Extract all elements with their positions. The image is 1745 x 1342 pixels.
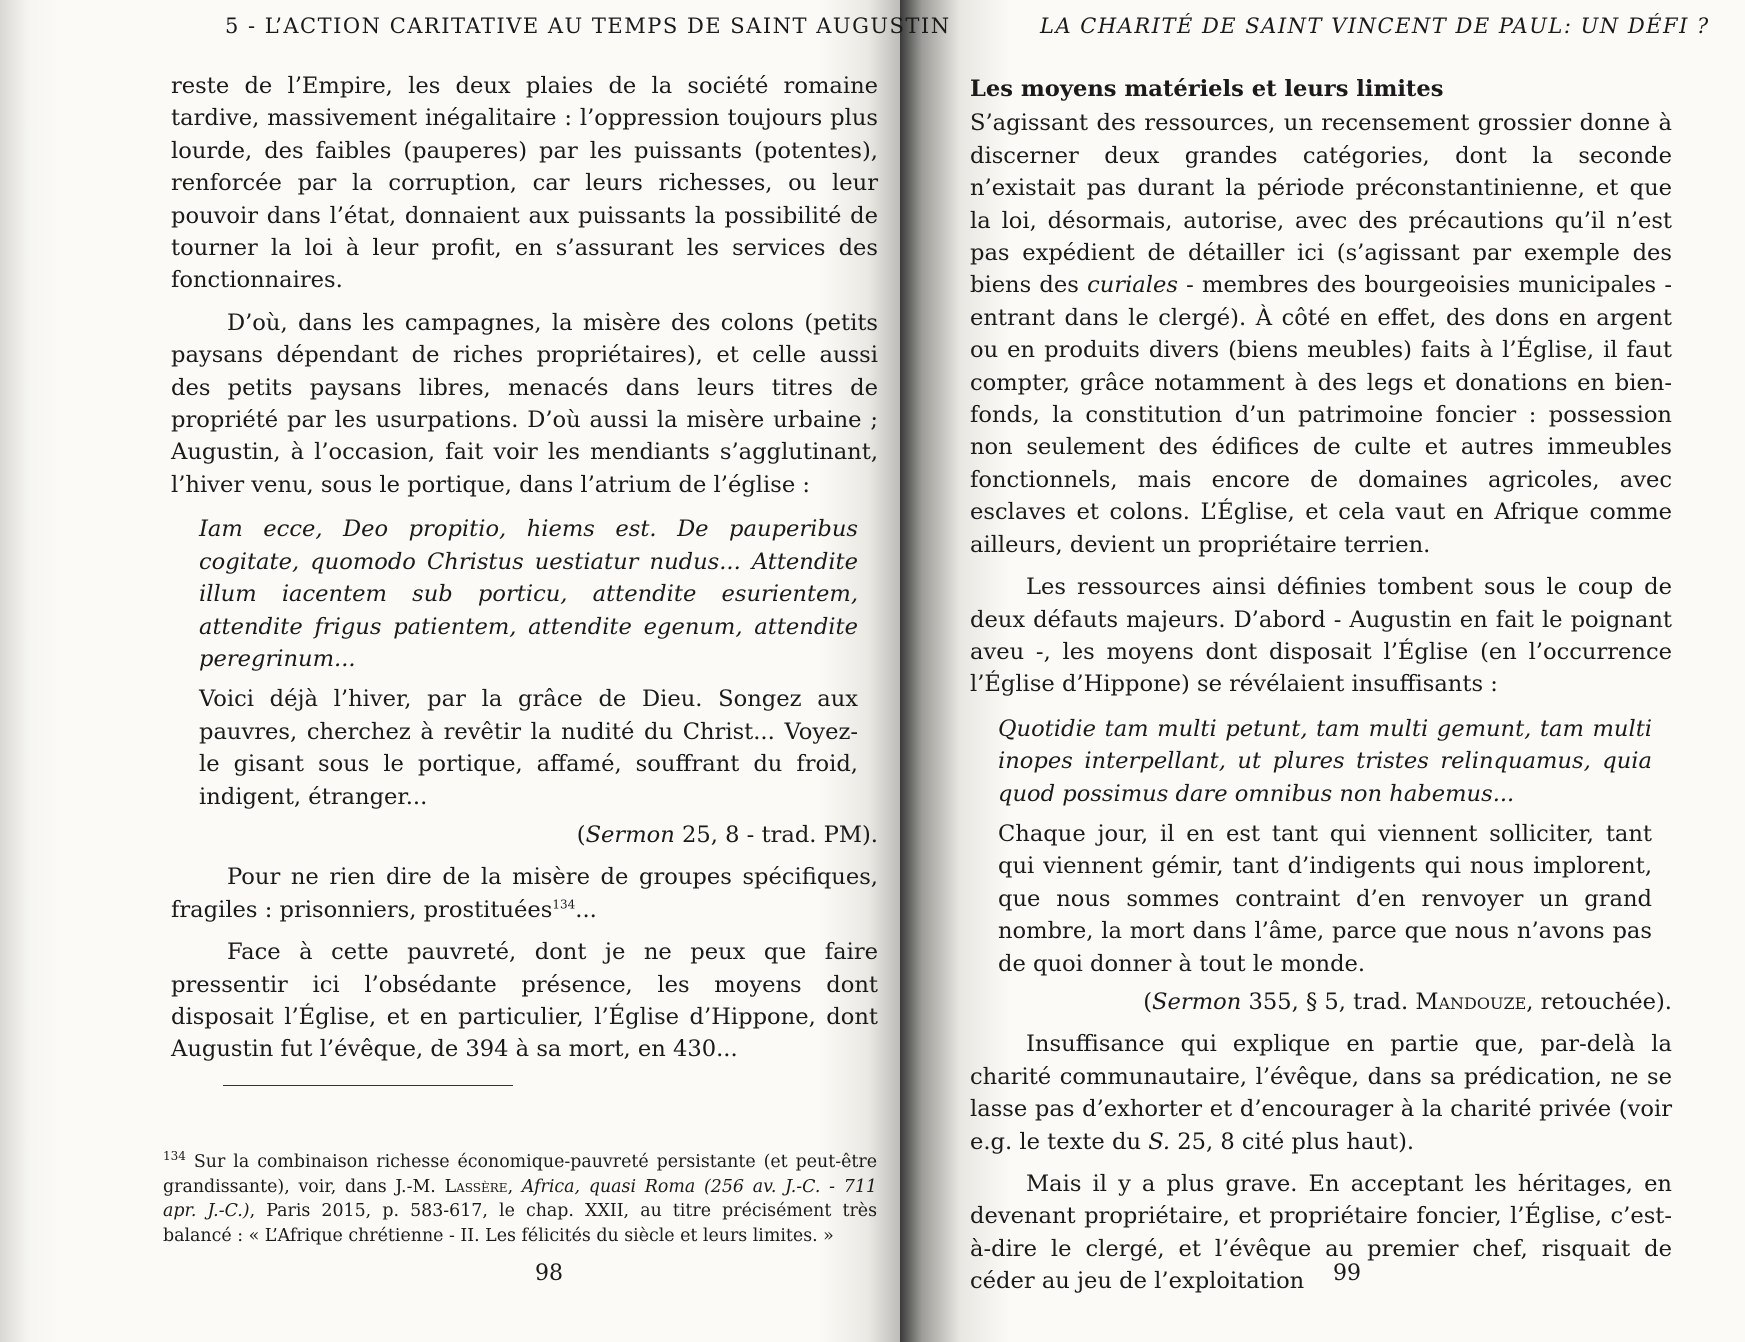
- right-citation: (Sermon 355, § 5, trad. Mandouze, retouchée).: [1143, 988, 1672, 1015]
- right-paragraph-1-text-a: S’agissant des ressources, un recensement grossier donne à discerner deux grandes catégories, dont la seconde n’existait pas durant la période préconstantinienne, et que la loi, désormais, autorise, avec des précautions qu’il n’est pas expédient de détailler ici (s’agissant par exemple des biens des: [970, 110, 1672, 299]
- left-page-text: [171, 70, 878, 1066]
- footnote-text-c: , Paris 2015, p. 583-617, le chap. XXII, au titre précisément très balancé : « L’Afrique chrétienne - II. Les félicités du siècle et leurs limites. »: [163, 1201, 878, 1246]
- footnote-title: Africa, quasi Roma (256 av. J.-C. - 711 apr. J.-C.): [163, 1176, 877, 1221]
- section-subheading: Les moyens matériels et leurs limites: [970, 76, 1444, 102]
- right-citation-mid: 355, § 5, trad.: [1241, 988, 1416, 1015]
- right-paragraph-1-curiales: curiales: [1087, 272, 1178, 299]
- footnote-divider: [223, 1085, 513, 1086]
- left-french-quote: Voici déjà l’hiver, par la grâce de Dieu. Songez aux pauvres, cherchez à revêtir la nudité du Christ... Voyez-le gisant sous le portique, affamé, souffrant du froid, indigent, étranger...: [199, 686, 858, 810]
- right-paragraph-1-text-b: - membres des bourgeoisies municipales -entrant dans le clergé). À côté en effet, des dons en argent ou en produits divers (biens meubles) faits à l’Église, il faut compter, grâce notamment à des legs et donations en bien-fonds, la constitution d’un patrimoine foncier : possession non seulement des édifices de culte et autres immeubles fonctionnels, mais encore de domaines agricoles, avec esclaves et colons. L’Église, et cela vaut en Afrique comme ailleurs, devient un propriétaire terrien.: [970, 272, 1672, 558]
- right-paragraph-2: Les ressources ainsi définies tombent sous le coup de deux défauts majeurs. D’abord - Augustin en fait le poignant aveu -, les moyens dont disposait l’Église (en l’occurrence l’Église d’Hippone) se révélaient insuffisants :: [970, 574, 1672, 698]
- left-paragraph-3-end: ...: [575, 896, 597, 923]
- footnote-ref-134: 134: [552, 897, 576, 912]
- right-citation-work: Sermon: [1152, 988, 1242, 1015]
- right-paragraph-1: [970, 107, 1672, 561]
- left-running-head: 5 - L’ACTION CARITATIVE AU TEMPS DE SAINT AUGUSTIN: [225, 14, 951, 38]
- right-paragraph-3: [970, 1028, 1672, 1158]
- right-page-text: [970, 73, 1672, 1298]
- right-citation-author: Mandouze: [1415, 988, 1527, 1015]
- left-citation: (Sermon 25, 8 - trad. PM).: [576, 821, 878, 848]
- left-citation-work: Sermon: [585, 821, 675, 848]
- footnote-number: 134: [163, 1149, 186, 1164]
- right-paragraph-3-text-a: Insuffisance qui explique en partie que, par-delà la charité communautaire, l’évêque, dans sa prédication, ne se lasse pas d’exhorter et d’encourager à la charité privée (voir e.g. le texte du: [970, 1031, 1672, 1155]
- right-page-number: 99: [1333, 1261, 1361, 1286]
- left-paragraph-3: [171, 861, 878, 926]
- footnote-author: Lassère: [444, 1176, 508, 1197]
- left-citation-rest: 25, 8 - trad. PM).: [674, 821, 878, 848]
- footnote-text-a: Sur la combinaison richesse économique-pauvreté persistante (et peut-être grandissante), voir, dans J.-M.: [163, 1152, 877, 1197]
- left-paragraph-2: D’où, dans les campagnes, la misère des colons (petits paysans dépendant de riches propriétaires), et celle aussi des petits paysans libres, menacés dans leurs titres de propriété par les usurpations. D’où aussi la misère urbaine ; Augustin, à l’occasion, fait voir les mendiants s’agglutinant, l’hiver venu, sous le portique, dans l’atrium de l’église :: [171, 309, 878, 498]
- left-page-number: 98: [535, 1261, 563, 1286]
- left-paragraph-1: reste de l’Empire, les deux plaies de la société romaine tardive, massivement inégalitaire : l’oppression toujours plus lourde, des faibles (pauperes) par les puissants (potentes), renforcée par la corruption, car leurs richesses, ou leur pouvoir dans l’état, donnaient aux puissants la possibilité de tourner la loi à leur profit, en s’assurant les services des fonctionnaires.: [171, 73, 878, 294]
- right-citation-end: , retouchée).: [1526, 988, 1672, 1015]
- footnote-134: [163, 1150, 877, 1248]
- left-paragraph-4: Face à cette pauvreté, dont je ne peux que faire pressentir ici l’obsédante présence, les moyens dont disposait l’Église, et en particulier, l’Église d’Hippone, dont Augustin fut l’évêque, de 394 à sa mort, en 430...: [171, 939, 878, 1063]
- left-latin-quote: Iam ecce, Deo propitio, hiems est. De pauperibus cogitate, quomodo Christus uestiatur nudus... Attendite illum iacentem sub porticu, attendite esurientem, attendite frigus patientem, attendite egenum, attendite peregrinum...: [199, 516, 858, 672]
- right-latin-quote: Quotidie tam multi petunt, tam multi gemunt, tam multi inopes interpellant, ut plures tristes relinquamus, quia quod possimus dare omnibus non habemus...: [998, 715, 1652, 807]
- left-paragraph-3-text: Pour ne rien dire de la misère de groupes spécifiques, fragiles : prisonniers, prostituées: [171, 864, 878, 923]
- right-paragraph-4: Mais il y a plus grave. En acceptant les héritages, en devenant propriétaire, et propriétaire foncier, l’Église, c’est-à-dire le clergé, et l’évêque au premier chef, risquait de céder au jeu de l’exploitation: [970, 1171, 1672, 1295]
- footnote-text-b: ,: [507, 1176, 522, 1197]
- right-paragraph-3-s: S.: [1148, 1128, 1171, 1155]
- right-paragraph-3-text-b: 25, 8 cité plus haut).: [1170, 1128, 1415, 1155]
- right-french-quote: Chaque jour, il en est tant qui viennent solliciter, tant qui viennent gémir, tant d’indigents qui nous implorent, que nous sommes contraint d’en renvoyer un grand nombre, la mort dans l’âme, parce que nous n’avons pas de quoi donner à tout le monde.: [998, 820, 1652, 977]
- right-running-head: LA CHARITÉ DE SAINT VINCENT DE PAUL: UN DÉFI ?: [1040, 14, 1710, 38]
